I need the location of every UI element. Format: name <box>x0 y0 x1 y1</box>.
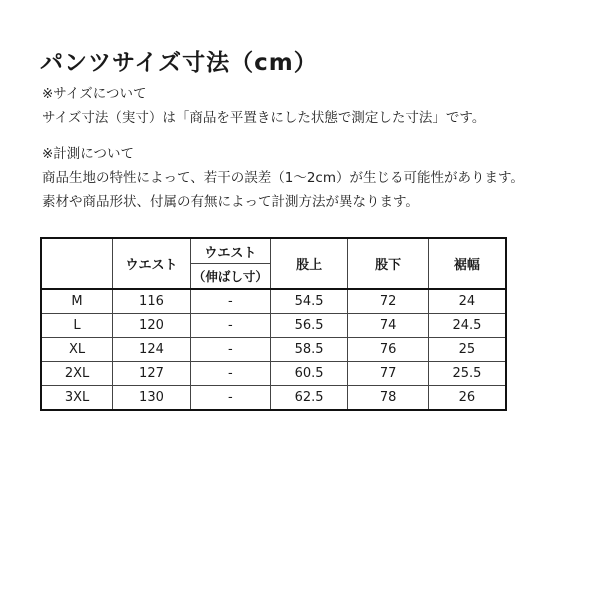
size-table-header <box>41 238 506 289</box>
cell-rise: 56.5 <box>270 314 348 338</box>
table-row <box>41 386 506 411</box>
cell-hem-width: 25 <box>428 338 506 362</box>
cell-hem-width: 26 <box>428 386 506 411</box>
cell-waist: 120 <box>113 314 191 338</box>
cell-waist-stretched: - <box>190 289 270 314</box>
measure-note-heading: ※計測について <box>42 146 135 162</box>
header-rise: 股上 <box>270 238 348 289</box>
cell-size: XL <box>41 338 113 362</box>
page-title: パンツサイズ寸法（cm） <box>40 50 318 76</box>
cell-waist-stretched: - <box>190 314 270 338</box>
cell-waist: 127 <box>113 362 191 386</box>
header-size <box>41 238 113 289</box>
size-table-body <box>41 289 506 410</box>
size-table <box>40 237 507 411</box>
cell-waist-stretched: - <box>190 386 270 411</box>
cell-inseam: 74 <box>348 314 429 338</box>
cell-inseam: 78 <box>348 386 429 411</box>
table-row <box>41 338 506 362</box>
cell-waist-stretched: - <box>190 362 270 386</box>
size-note-heading: ※サイズについて <box>42 86 147 102</box>
measure-note-text-1: 商品生地の特性によって、若干の誤差（1～2cm）が生じる可能性があります。 <box>42 170 524 186</box>
cell-waist-stretched: - <box>190 338 270 362</box>
cell-size: M <box>41 289 113 314</box>
table-row <box>41 289 506 314</box>
header-row <box>41 238 506 264</box>
table-row <box>41 314 506 338</box>
table-row <box>41 362 506 386</box>
cell-hem-width: 25.5 <box>428 362 506 386</box>
header-waist: ウエスト <box>113 238 191 289</box>
cell-size: 2XL <box>41 362 113 386</box>
cell-waist: 124 <box>113 338 191 362</box>
cell-hem-width: 24 <box>428 289 506 314</box>
measure-note-text-2: 素材や商品形状、付属の有無によって計測方法が異なります。 <box>42 194 419 210</box>
cell-inseam: 77 <box>348 362 429 386</box>
cell-hem-width: 24.5 <box>428 314 506 338</box>
cell-rise: 60.5 <box>270 362 348 386</box>
cell-inseam: 76 <box>348 338 429 362</box>
cell-rise: 58.5 <box>270 338 348 362</box>
header-waist-stretched-bottom: （伸ばし寸） <box>190 264 270 290</box>
cell-size: L <box>41 314 113 338</box>
cell-rise: 62.5 <box>270 386 348 411</box>
header-waist-stretched-top: ウエスト <box>190 238 270 264</box>
header-hem-width: 裾幅 <box>428 238 506 289</box>
cell-waist: 130 <box>113 386 191 411</box>
header-inseam: 股下 <box>348 238 429 289</box>
cell-inseam: 72 <box>348 289 429 314</box>
cell-rise: 54.5 <box>270 289 348 314</box>
cell-waist: 116 <box>113 289 191 314</box>
size-note-text: サイズ寸法（実寸）は「商品を平置きにした状態で測定した寸法」です。 <box>42 110 486 126</box>
cell-size: 3XL <box>41 386 113 411</box>
